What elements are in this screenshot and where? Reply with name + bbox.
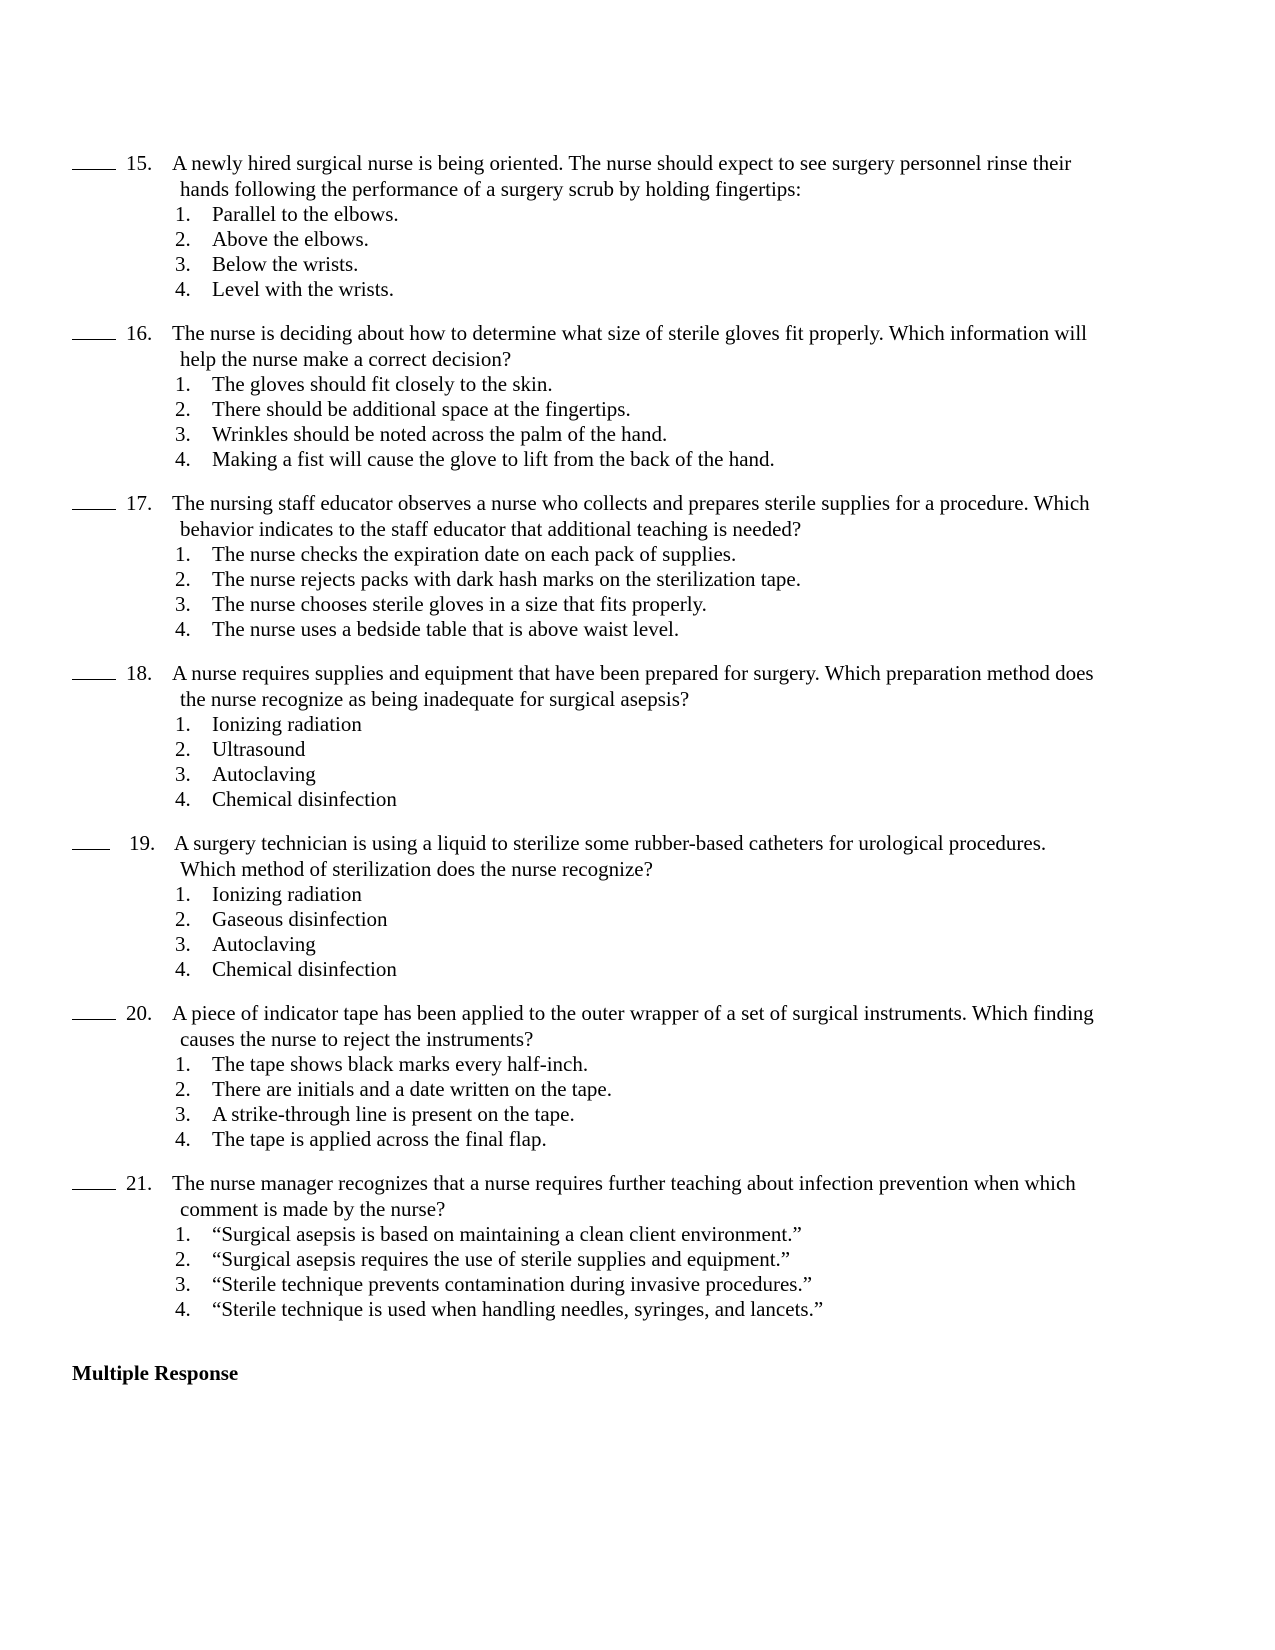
option-text: There should be additional space at the fingertips.	[212, 397, 631, 421]
option-number: 3.	[175, 1102, 191, 1126]
option-text: Below the wrists.	[212, 252, 359, 276]
option-number: 4.	[175, 1297, 191, 1321]
stem-line: A surgery technician is using a liquid to sterilize some rubber-based catheters for urological procedures.	[174, 831, 1047, 855]
option-number: 1.	[175, 1052, 191, 1076]
option-number: 4.	[175, 447, 191, 471]
question-number: 15.	[126, 151, 153, 175]
option-text: “Surgical asepsis is based on maintaining a clean client environment.”	[212, 1222, 802, 1246]
option-number: 1.	[175, 372, 191, 396]
option-number: 4.	[175, 1127, 191, 1151]
option-text: The nurse uses a bedside table that is above waist level.	[212, 617, 680, 641]
question-stem	[172, 490, 1202, 542]
option-text: Gaseous disinfection	[212, 907, 388, 931]
stem-line: behavior indicates to the staff educator that additional teaching is needed?	[180, 517, 802, 541]
option-text: The tape shows black marks every half-inch.	[212, 1052, 589, 1076]
option-number: 1.	[175, 1222, 191, 1246]
option-text: Autoclaving	[212, 932, 316, 956]
question-number: 20.	[126, 1001, 153, 1025]
option-number: 3.	[175, 762, 191, 786]
stem-line: A nurse requires supplies and equipment that have been prepared for surgery. Which preparation method does	[172, 661, 1094, 685]
option-number: 1.	[175, 882, 191, 906]
question-stem	[172, 320, 1202, 372]
answer-blank[interactable]	[72, 1189, 116, 1190]
answer-blank[interactable]	[72, 169, 116, 170]
option-number: 4.	[175, 277, 191, 301]
option-text: “Sterile technique is used when handling needles, syringes, and lancets.”	[212, 1297, 824, 1321]
answer-blank[interactable]	[72, 509, 116, 510]
question-number: 16.	[126, 321, 153, 345]
option-text: Above the elbows.	[212, 227, 369, 251]
option-number: 1.	[175, 712, 191, 736]
option-number: 2.	[175, 737, 191, 761]
option-text: “Surgical asepsis requires the use of sterile supplies and equipment.”	[212, 1247, 791, 1271]
option-text: Ionizing radiation	[212, 882, 362, 906]
option-text: There are initials and a date written on the tape.	[212, 1077, 612, 1101]
question-number: 17.	[126, 491, 153, 515]
option-number: 4.	[175, 617, 191, 641]
option-text: The gloves should fit closely to the skin.	[212, 372, 553, 396]
option-number: 1.	[175, 542, 191, 566]
question-number: 18.	[126, 661, 153, 685]
stem-line: The nurse manager recognizes that a nurse requires further teaching about infection prevention when which	[172, 1171, 1076, 1195]
stem-line: Which method of sterilization does the nurse recognize?	[180, 857, 653, 881]
option-text: Wrinkles should be noted across the palm of the hand.	[212, 422, 668, 446]
option-number: 1.	[175, 202, 191, 226]
option-text: Making a fist will cause the glove to lift from the back of the hand.	[212, 447, 775, 471]
option-text: Level with the wrists.	[212, 277, 394, 301]
answer-blank[interactable]	[72, 1019, 116, 1020]
stem-line: the nurse recognize as being inadequate for surgical asepsis?	[180, 687, 690, 711]
option-number: 2.	[175, 227, 191, 251]
option-number: 4.	[175, 787, 191, 811]
question-number: 19.	[129, 831, 156, 855]
stem-line: A piece of indicator tape has been applied to the outer wrapper of a set of surgical instruments. Which finding	[172, 1001, 1094, 1025]
stem-line: The nursing staff educator observes a nurse who collects and prepares sterile supplies for a procedure. Which	[172, 491, 1090, 515]
answer-blank[interactable]	[72, 849, 110, 850]
answer-blank[interactable]	[72, 339, 116, 340]
option-text: “Sterile technique prevents contamination during invasive procedures.”	[212, 1272, 813, 1296]
question-stem	[174, 830, 1204, 882]
option-text: The nurse rejects packs with dark hash marks on the sterilization tape.	[212, 567, 801, 591]
option-number: 2.	[175, 397, 191, 421]
option-text: Autoclaving	[212, 762, 316, 786]
option-number: 2.	[175, 567, 191, 591]
option-number: 2.	[175, 907, 191, 931]
stem-line: A newly hired surgical nurse is being oriented. The nurse should expect to see surgery personnel rinse their	[172, 151, 1072, 175]
stem-line: comment is made by the nurse?	[180, 1197, 446, 1221]
answer-blank[interactable]	[72, 679, 116, 680]
option-number: 4.	[175, 957, 191, 981]
option-text: Ionizing radiation	[212, 712, 362, 736]
option-text: The nurse checks the expiration date on each pack of supplies.	[212, 542, 737, 566]
question-stem	[172, 1000, 1202, 1052]
stem-line: causes the nurse to reject the instruments?	[180, 1027, 534, 1051]
option-text: The nurse chooses sterile gloves in a size that fits properly.	[212, 592, 707, 616]
option-text: Parallel to the elbows.	[212, 202, 399, 226]
option-number: 3.	[175, 422, 191, 446]
option-number: 3.	[175, 252, 191, 276]
option-text: Chemical disinfection	[212, 787, 397, 811]
stem-line: help the nurse make a correct decision?	[180, 347, 512, 371]
option-number: 3.	[175, 592, 191, 616]
section-heading: Multiple Response	[72, 1361, 239, 1385]
stem-line: hands following the performance of a surgery scrub by holding fingertips:	[180, 177, 802, 201]
option-text: The tape is applied across the final flap.	[212, 1127, 547, 1151]
question-stem	[172, 660, 1202, 712]
option-number: 3.	[175, 1272, 191, 1296]
option-text: A strike-through line is present on the tape.	[212, 1102, 575, 1126]
option-number: 2.	[175, 1247, 191, 1271]
question-number: 21.	[126, 1171, 153, 1195]
option-number: 3.	[175, 932, 191, 956]
question-stem	[172, 150, 1202, 202]
option-text: Ultrasound	[212, 737, 306, 761]
option-number: 2.	[175, 1077, 191, 1101]
question-stem	[172, 1170, 1202, 1222]
option-text: Chemical disinfection	[212, 957, 397, 981]
stem-line: The nurse is deciding about how to determine what size of sterile gloves fit properly. Which information will	[172, 321, 1088, 345]
